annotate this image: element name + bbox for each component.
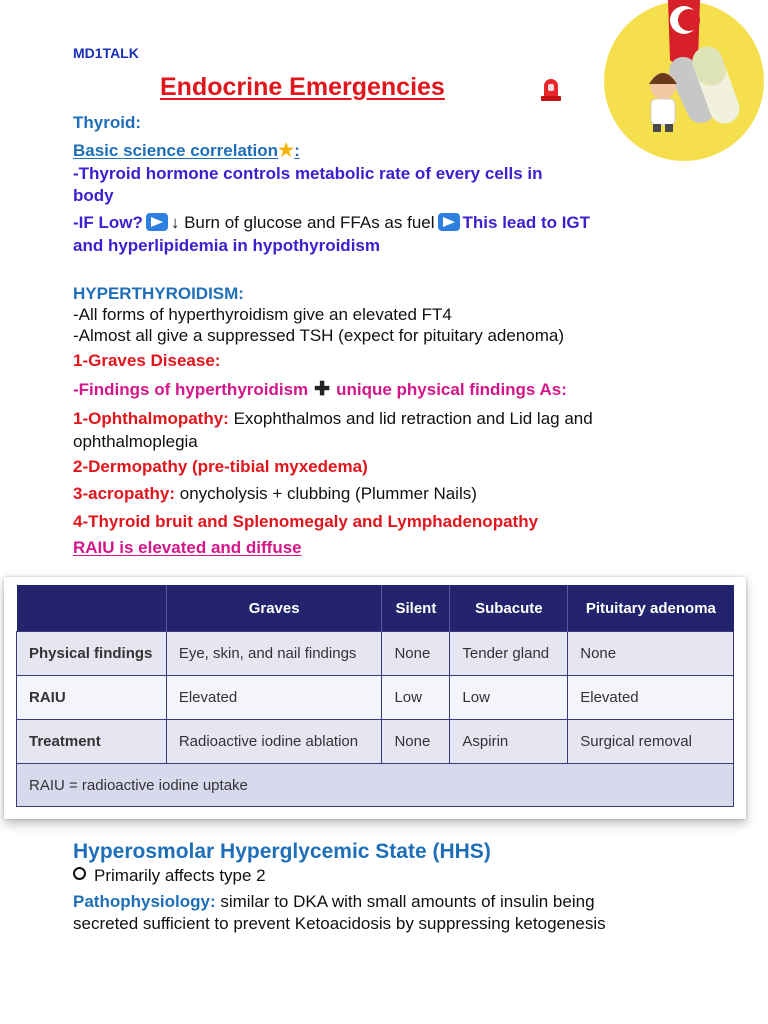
igt-line-2: and hyperlipidemia in hypothyroidism xyxy=(73,236,380,255)
hyperthyroidism-heading: HYPERTHYROIDISM: xyxy=(73,284,244,303)
table-cell: Eye, skin, and nail findings xyxy=(166,632,382,676)
acropathy-line xyxy=(73,483,477,504)
thyroid-heading: Thyroid: xyxy=(73,113,141,132)
table-row xyxy=(17,676,734,720)
table-footnote: RAIU = radioactive iodine uptake xyxy=(17,764,734,807)
pathophysiology-label: Pathophysiology: xyxy=(73,892,216,911)
right-arrow-icon xyxy=(146,213,168,231)
pathophysiology-line xyxy=(73,891,595,912)
table-cell: None xyxy=(382,632,450,676)
hhs-bullet-item xyxy=(73,865,266,886)
table-header-cell: Graves xyxy=(166,585,382,632)
table-header-cell: Pituitary adenoma xyxy=(568,585,734,632)
basic-science-label: Basic science correlation xyxy=(73,141,279,160)
hyper-line-1: -All forms of hyperthyroidism give an elevated FT4 xyxy=(73,305,452,324)
pathophysiology-line-2: secreted sufficient to prevent Ketoacidosis by suppressing ketogenesis xyxy=(73,914,606,933)
star-icon: ★ xyxy=(278,140,295,160)
table-header-cell: Subacute xyxy=(450,585,568,632)
table-cell: Low xyxy=(450,676,568,720)
graves-heading: 1-Graves Disease: xyxy=(73,351,221,370)
findings-part-b: unique physical findings As: xyxy=(336,380,567,399)
basic-science-colon: : xyxy=(294,141,300,160)
burn-text: ↓ Burn of glucose and FFAs as fuel xyxy=(170,213,435,232)
table-footnote-row xyxy=(17,764,734,807)
findings-line xyxy=(73,379,567,400)
ophthalmopathy-label: 1-Ophthalmopathy: xyxy=(73,409,229,428)
hhs-bullet-text: Primarily affects type 2 xyxy=(94,866,266,885)
table-header-row xyxy=(17,585,734,632)
row-header-cell: RAIU xyxy=(17,676,167,720)
thyroid-comparison-table-card xyxy=(4,577,746,819)
ophthalmopathy-line-2: ophthalmoplegia xyxy=(73,432,198,451)
table-cell: None xyxy=(568,632,734,676)
hyper-line-2: -Almost all give a suppressed TSH (expect for pituitary adenoma) xyxy=(73,326,565,345)
thyroid-comparison-table xyxy=(16,585,734,807)
row-header-cell: Physical findings xyxy=(17,632,167,676)
right-arrow-icon xyxy=(438,213,460,231)
table-cell: Elevated xyxy=(568,676,734,720)
igt-text: This lead to IGT xyxy=(462,213,591,232)
pathophysiology-text: similar to DKA with small amounts of insulin being xyxy=(220,892,595,911)
table-header-cell xyxy=(17,585,167,632)
page-title: Endocrine Emergencies xyxy=(160,73,445,101)
hhs-heading: Hyperosmolar Hyperglycemic State (HHS) xyxy=(73,840,491,863)
logo-badge xyxy=(603,0,765,162)
raiu-line: RAIU is elevated and diffuse xyxy=(73,538,302,557)
table-cell: Aspirin xyxy=(450,720,568,764)
plus-icon: ✚ xyxy=(314,379,331,400)
table-row xyxy=(17,720,734,764)
if-low-label: -IF Low? xyxy=(73,213,143,232)
table-cell: Low xyxy=(382,676,450,720)
brand-label: MD1TALK xyxy=(73,45,139,61)
basic-science-heading xyxy=(73,140,300,161)
if-low-line xyxy=(73,212,590,233)
bruit-line: 4-Thyroid bruit and Splenomegaly and Lymphadenopathy xyxy=(73,512,539,531)
ophthalmopathy-text: Exophthalmos and lid retraction and Lid lag and xyxy=(233,409,593,428)
table-row xyxy=(17,632,734,676)
bullet-icon xyxy=(73,867,86,880)
ophthalmopathy-line xyxy=(73,408,593,429)
table-cell: Radioactive iodine ablation xyxy=(166,720,382,764)
acropathy-label: 3-acropathy: xyxy=(73,484,176,503)
thyroid-line-1: -Thyroid hormone controls metabolic rate of every cells in xyxy=(73,164,543,183)
findings-part-a: -Findings of hyperthyroidism xyxy=(73,380,309,399)
table-cell: Elevated xyxy=(166,676,382,720)
table-header-cell: Silent xyxy=(382,585,450,632)
table-cell: None xyxy=(382,720,450,764)
acropathy-text: onycholysis + clubbing (Plummer Nails) xyxy=(179,484,477,503)
table-cell: Tender gland xyxy=(450,632,568,676)
siren-icon xyxy=(539,76,563,102)
table-cell: Surgical removal xyxy=(568,720,734,764)
thyroid-line-2: body xyxy=(73,186,114,205)
row-header-cell: Treatment xyxy=(17,720,167,764)
dermopathy-line: 2-Dermopathy (pre-tibial myxedema) xyxy=(73,457,368,476)
